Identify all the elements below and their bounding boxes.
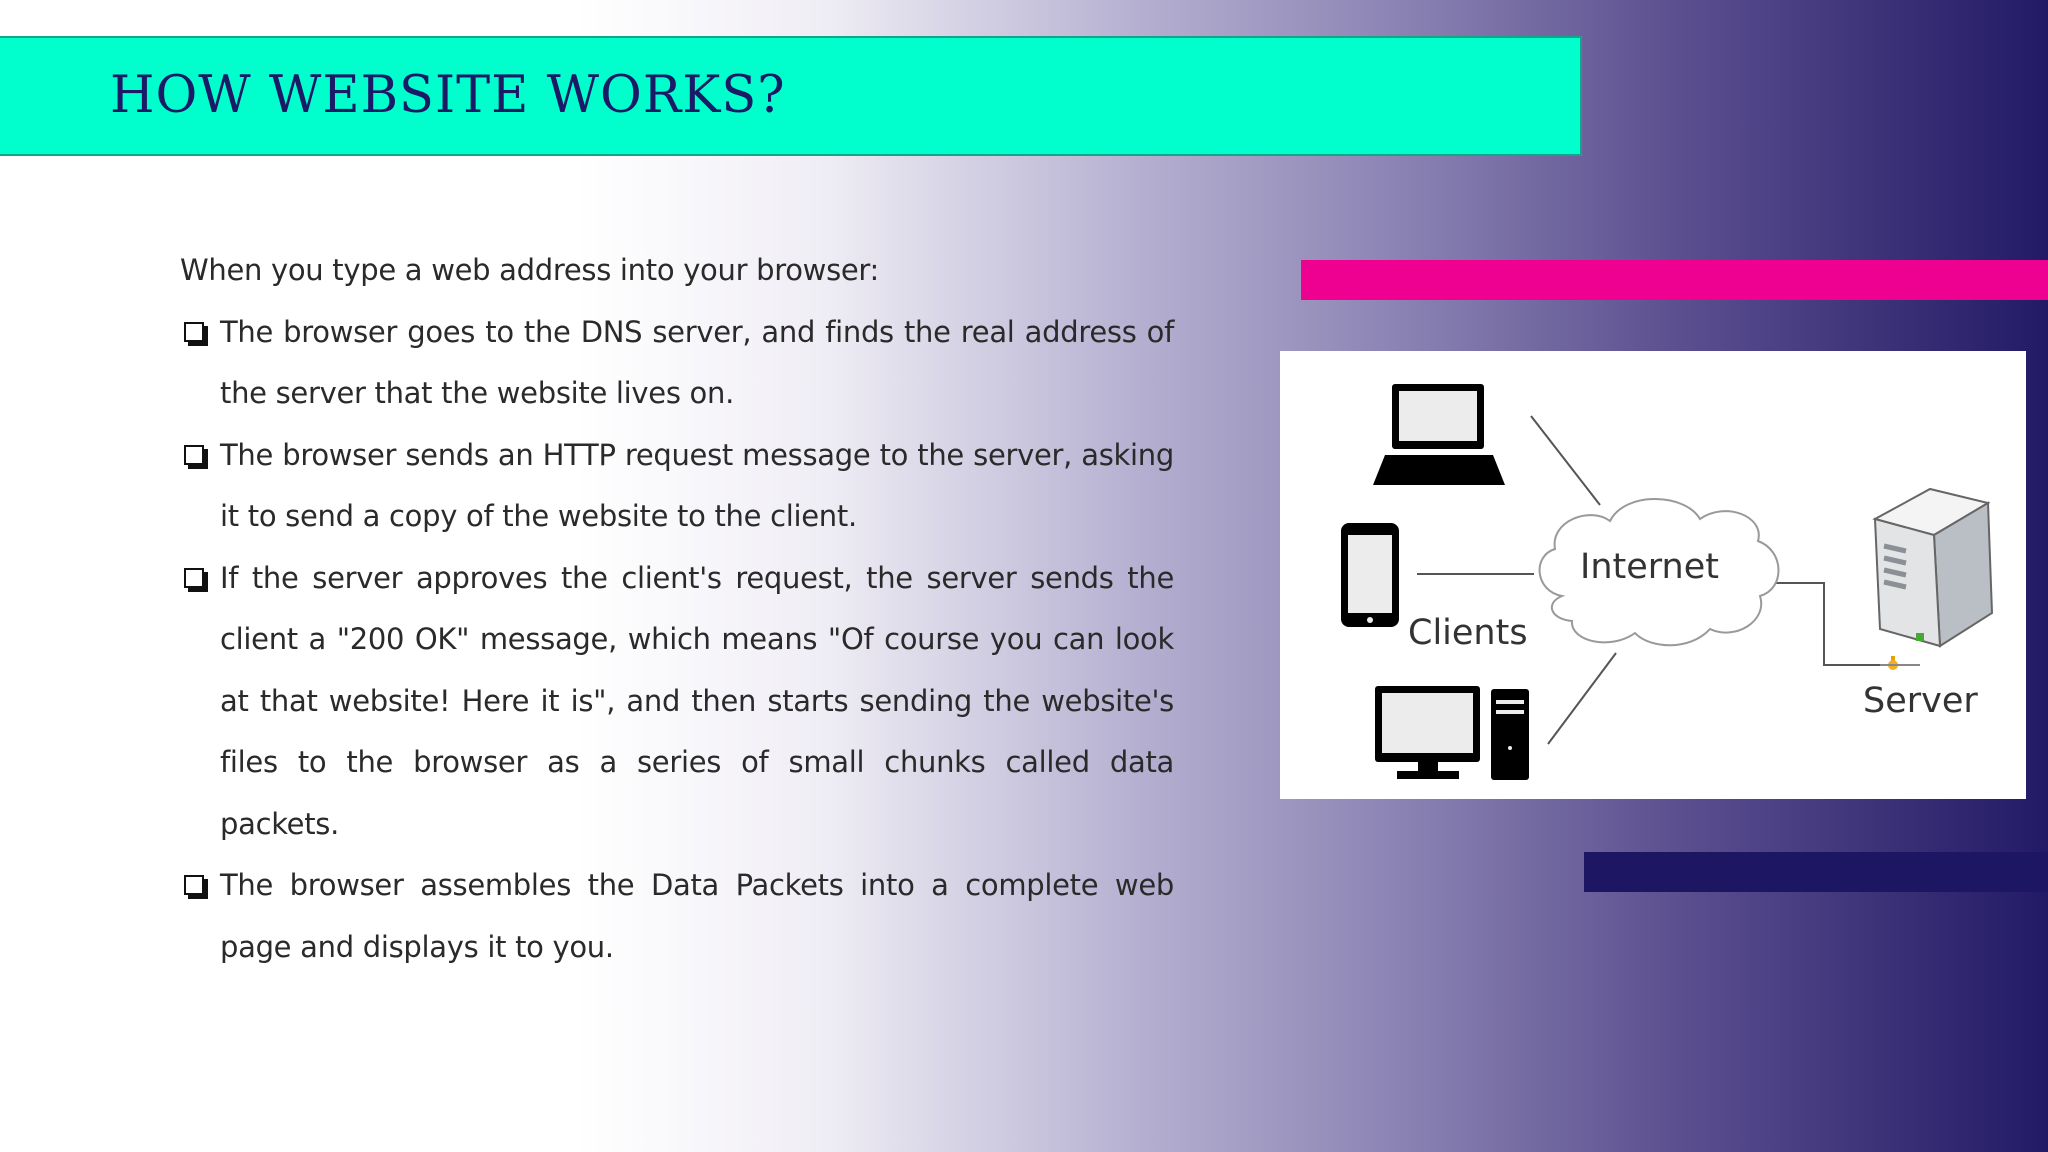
desktop-connector	[1548, 653, 1616, 744]
desktop-icon	[1375, 686, 1529, 780]
accent-bar-navy	[1584, 852, 2048, 892]
network-diagram	[1280, 351, 2026, 799]
server-label: Server	[1863, 681, 1978, 721]
server-connector	[1776, 583, 1892, 665]
phone-icon	[1341, 523, 1399, 627]
intro-text: When you type a web address into your browser:	[180, 253, 880, 287]
bullet-item	[180, 425, 1174, 548]
bullet-text: If the server approves the client's request, the server sends the client a "200 OK" message, which means "Of course you can look at that website! Here it is", and then starts sending the website's files to the browser as a series of small chunks called data packets.	[220, 560, 1174, 841]
server-icon	[1875, 489, 1992, 670]
accent-bar-pink	[1301, 260, 2048, 300]
laptop-icon	[1373, 384, 1505, 485]
bullet-item	[180, 548, 1174, 856]
bullet-item	[180, 302, 1174, 425]
clients-label: Clients	[1408, 613, 1528, 653]
internet-label: Internet	[1580, 547, 1719, 587]
laptop-connector	[1531, 416, 1600, 505]
checkbox-icon	[184, 445, 204, 465]
bullet-text: The browser sends an HTTP request message to the server, asking it to send a copy of the website to the client.	[220, 437, 1174, 533]
checkbox-icon	[184, 568, 204, 588]
title-bar	[0, 36, 1582, 156]
bullet-text: The browser assembles the Data Packets into a complete web page and displays it to you.	[220, 868, 1174, 964]
body-text	[180, 240, 1174, 978]
slide-title: HOW WEBSITE WORKS?	[110, 66, 786, 125]
checkbox-icon	[184, 875, 204, 895]
bullet-item	[180, 855, 1174, 978]
checkbox-icon	[184, 322, 204, 342]
bullet-text: The browser goes to the DNS server, and finds the real address of the server that the website lives on.	[220, 314, 1174, 410]
